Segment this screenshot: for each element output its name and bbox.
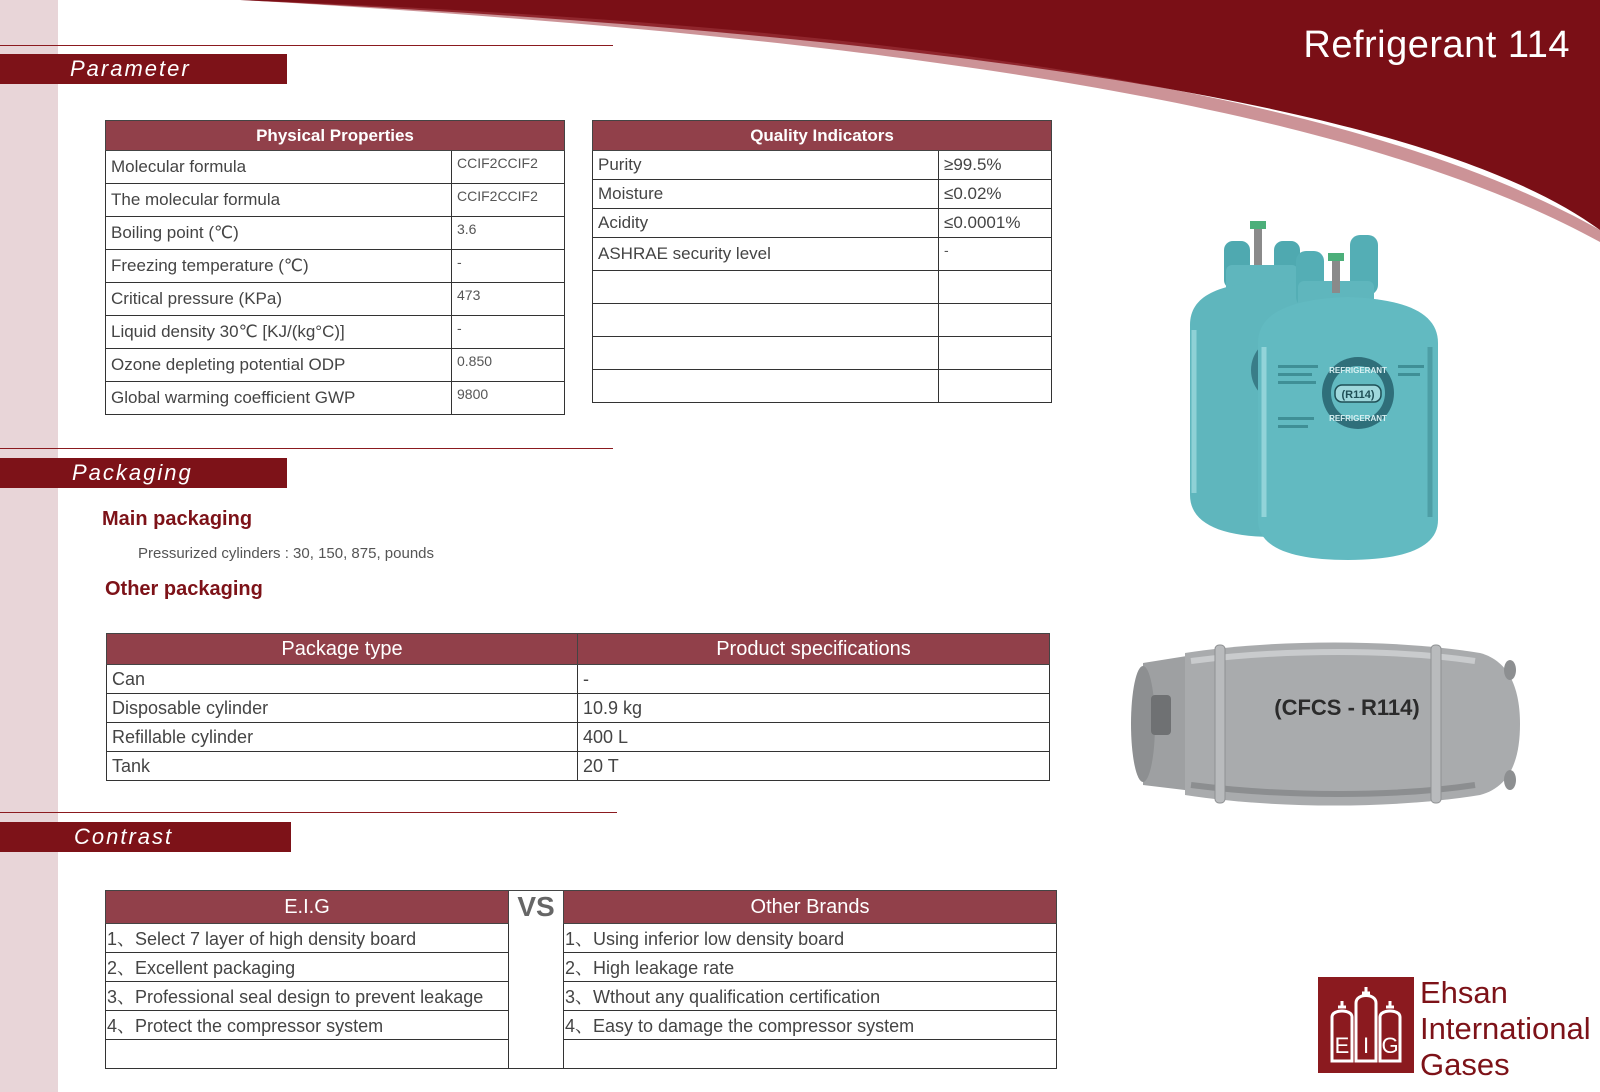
logo-line-2: International [1420, 1011, 1591, 1046]
packaging-table [106, 633, 1050, 781]
package-type-cell: Tank [107, 752, 578, 781]
indicator-value: ≤0.02% [939, 180, 1052, 209]
tank-label: (CFCS - R114) [1274, 695, 1420, 720]
table-row [107, 752, 1050, 781]
other-brand-point: 1、Using inferior low density board [564, 924, 1057, 953]
eig-point: 2、Excellent packaging [106, 953, 509, 982]
table-row [106, 316, 565, 349]
other-brand-point: 4、Easy to damage the compressor system [564, 1011, 1057, 1040]
main-packaging-text: Pressurized cylinders : 30, 150, 875, pounds [138, 545, 435, 562]
quality-indicators-table [592, 120, 1052, 403]
page-title: Refrigerant 114 [1303, 24, 1570, 66]
table-row [107, 723, 1050, 752]
property-label: Freezing temperature (℃) [106, 250, 452, 283]
product-spec-header: Product specifications [578, 634, 1050, 665]
table-row [593, 271, 1052, 304]
logo-letter-g: G [1381, 1033, 1399, 1058]
physical-properties-table [105, 120, 565, 415]
table-row [106, 250, 565, 283]
eig-point: 3、Professional seal design to prevent leakage [106, 982, 509, 1011]
section-label-packaging: Packaging [0, 458, 287, 488]
table-row [106, 151, 565, 184]
property-label: Liquid density 30℃ [KJ/(kg°C)] [106, 316, 452, 349]
table-row [593, 238, 1052, 271]
indicator-label [593, 271, 939, 304]
logo-line-3: Gases [1420, 1047, 1510, 1082]
property-label: Global warming coefficient GWP [106, 382, 452, 415]
section-rule [0, 448, 613, 449]
cylinder-badge-mid: (R114) [1341, 389, 1375, 401]
property-label: Critical pressure (KPa) [106, 283, 452, 316]
section-rule [0, 812, 617, 813]
property-label: Ozone depleting potential ODP [106, 349, 452, 382]
indicator-label [593, 370, 939, 403]
property-value: 473 [452, 283, 565, 316]
eig-logo-icon [1318, 977, 1414, 1073]
table-row [593, 337, 1052, 370]
eig-point: 4、Protect the compressor system [106, 1011, 509, 1040]
property-value: 9800 [452, 382, 565, 415]
indicator-value [939, 337, 1052, 370]
package-type-header: Package type [107, 634, 578, 665]
other-brand-point: 2、High leakage rate [564, 953, 1057, 982]
property-label: Molecular formula [106, 151, 452, 184]
section-label-parameter: Parameter [0, 54, 287, 84]
section-rule [0, 45, 613, 46]
table-row [593, 180, 1052, 209]
vs-label: VS [509, 891, 564, 924]
package-type-cell: Can [107, 665, 578, 694]
table-row [106, 924, 1057, 953]
indicator-label: Purity [593, 151, 939, 180]
property-value: - [452, 250, 565, 283]
table-row [106, 1040, 1057, 1069]
property-label: The molecular formula [106, 184, 452, 217]
table-row [593, 151, 1052, 180]
eig-point: 1、Select 7 layer of high density board [106, 924, 509, 953]
comparison-table [105, 890, 1057, 1069]
table-row [106, 184, 565, 217]
logo-wordmark [1420, 975, 1591, 1083]
indicator-value: ≤0.0001% [939, 209, 1052, 238]
eig-point [106, 1040, 509, 1069]
table-row [106, 1011, 1057, 1040]
table-row [593, 370, 1052, 403]
indicator-value [939, 271, 1052, 304]
property-value: - [452, 316, 565, 349]
logo-line-1: Ehsan [1420, 975, 1508, 1010]
table-row [106, 982, 1057, 1011]
indicator-value: ≥99.5% [939, 151, 1052, 180]
table-row [106, 382, 565, 415]
logo-letter-e: E [1334, 1033, 1350, 1058]
product-spec-cell: - [578, 665, 1050, 694]
logo-letter-i: I [1362, 1033, 1370, 1058]
table-row [107, 694, 1050, 723]
indicator-label [593, 337, 939, 370]
physical-properties-header: Physical Properties [106, 121, 565, 151]
main-packaging-heading: Main packaging [102, 508, 253, 530]
cylinder-badge-top: REFRIGERANT [1329, 366, 1387, 375]
product-spec-cell: 20 T [578, 752, 1050, 781]
property-value: CCIF2CCIF2 [452, 184, 565, 217]
other-packaging-heading: Other packaging [105, 578, 263, 600]
product-spec-cell: 10.9 kg [578, 694, 1050, 723]
table-row [106, 953, 1057, 982]
indicator-value: - [939, 238, 1052, 271]
package-type-cell: Disposable cylinder [107, 694, 578, 723]
property-value: 0.850 [452, 349, 565, 382]
indicator-label: Moisture [593, 180, 939, 209]
property-label: Boiling point (℃) [106, 217, 452, 250]
other-brands-header: Other Brands [564, 891, 1057, 924]
other-brand-point: 3、Wthout any qualification certification [564, 982, 1057, 1011]
table-row [106, 349, 565, 382]
table-row [593, 304, 1052, 337]
table-row [593, 209, 1052, 238]
indicator-value [939, 370, 1052, 403]
table-row [106, 283, 565, 316]
section-label-contrast: Contrast [0, 822, 291, 852]
indicator-label: ASHRAE security level [593, 238, 939, 271]
property-value: 3.6 [452, 217, 565, 250]
property-value: CCIF2CCIF2 [452, 151, 565, 184]
other-brand-point [564, 1040, 1057, 1069]
eig-header: E.I.G [106, 891, 509, 924]
indicator-label [593, 304, 939, 337]
quality-indicators-header: Quality Indicators [593, 121, 1052, 151]
table-row [106, 217, 565, 250]
package-type-cell: Refillable cylinder [107, 723, 578, 752]
table-row [107, 665, 1050, 694]
indicator-value [939, 304, 1052, 337]
refrigerant-cylinders-image [1180, 195, 1490, 575]
cfcs-tank-image [1125, 635, 1525, 815]
indicator-label: Acidity [593, 209, 939, 238]
cylinder-badge-bottom: REFRIGERANT [1329, 414, 1387, 423]
product-spec-cell: 400 L [578, 723, 1050, 752]
